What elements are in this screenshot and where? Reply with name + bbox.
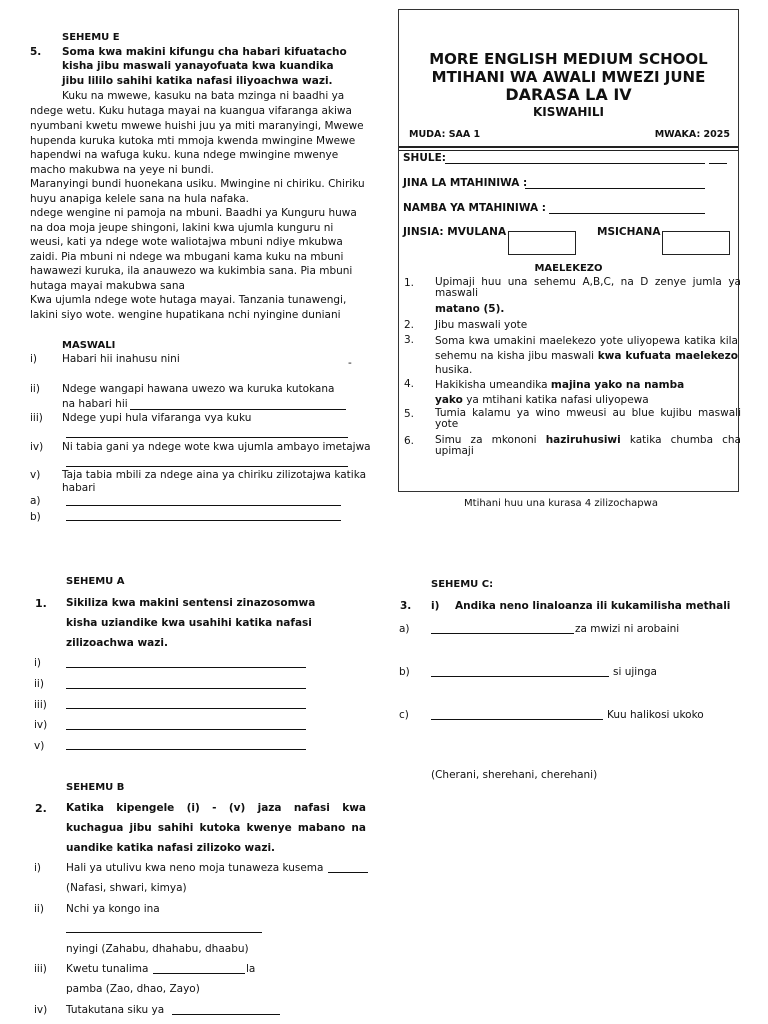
instruction-item-bold: matano (5).	[435, 303, 505, 315]
instruction-line: uandike katika nafasi zilizoko wazi.	[66, 842, 276, 854]
passage-line: zaidi. Pia mbuni ni ndege wa mbugani kama kuku na mbuni	[30, 251, 344, 263]
name-input-line[interactable]	[525, 188, 705, 189]
proverb-tail: si ujinga	[613, 666, 657, 678]
passage-line: weusi, kati ya ndege wote waliotajwa mbuni ndiye mkubwa	[30, 236, 343, 248]
item-num: ii)	[34, 678, 44, 690]
instruction-line: Katika kipengele (i) - (v) jaza nafasi kwa	[66, 802, 366, 814]
answer-line[interactable]	[172, 1014, 280, 1015]
subject-title: KISWAHILI	[532, 105, 604, 119]
item-text: Kwetu tunalima	[66, 963, 149, 975]
instruction-line: kisha uziandike kwa usahihi katika nafasi	[66, 617, 312, 629]
section-c-title: SEHEMU C:	[431, 579, 494, 590]
instruction-num: 4.	[404, 378, 415, 390]
answer-line[interactable]	[66, 505, 341, 506]
section-a-title: SEHEMU A	[66, 576, 125, 587]
passage-line: na doa moja jeupe shingoni, lakini kwa ujumla kunguru ni	[30, 222, 334, 234]
question-text: Ni tabia gani ya ndege wote kwa ujumla ambayo imetajwa	[62, 441, 371, 453]
answer-line[interactable]	[130, 409, 346, 410]
question-number: 2.	[35, 802, 47, 815]
question-num: ii)	[30, 383, 40, 395]
instruction-line: kisha jibu maswali yanayofuata kwa kuandika	[62, 60, 334, 72]
sub-num: a)	[30, 495, 41, 507]
instruction-line: Sikiliza kwa makini sentensi zinazosomwa	[66, 597, 316, 609]
answer-line[interactable]	[66, 520, 341, 521]
instruction-item: Soma kwa umakini maelekezo yote uliyopewa katika kila sehemu na kisha jibu maswali kwa kufuata maelekezo husika.	[435, 335, 738, 376]
answer-line[interactable]	[66, 688, 306, 689]
answer-line[interactable]	[66, 466, 348, 467]
instruction-item: Jibu maswali yote	[435, 319, 528, 331]
item-num: i)	[34, 657, 42, 669]
divider	[399, 146, 738, 148]
instruction-item: Simu za mkononi haziruhusiwi katika chumba cha upimaji	[435, 434, 741, 457]
passage-line: huyu anapiga kelele sana na hula nafaka.	[30, 193, 249, 205]
instructions-title: MAELEKEZO	[534, 263, 603, 274]
item-num: iii)	[34, 699, 47, 711]
header-box	[398, 9, 739, 492]
instruction-item: Tumia kalamu ya wino mweusi au blue kujibu maswali yote	[435, 407, 741, 430]
answer-line[interactable]	[66, 749, 306, 750]
question-num: i)	[30, 353, 38, 365]
passage-line: Kuku na mwewe, kasuku na bata mzinga ni baadhi ya	[62, 90, 345, 102]
answer-line[interactable]	[66, 932, 262, 933]
pages-note: Mtihani huu una kurasa 4 zilizochapwa	[464, 498, 658, 509]
instruction-line: zilizoachwa wazi.	[66, 637, 168, 649]
proverb-tail: za mwizi ni arobaini	[575, 623, 680, 635]
item-num: iv)	[34, 719, 48, 731]
girl-label: MSICHANA	[597, 226, 661, 238]
number-label: NAMBA YA MTAHINIWA :	[403, 202, 546, 214]
item-options: pamba (Zao, dhao, Zayo)	[66, 983, 200, 995]
answer-line[interactable]	[66, 437, 348, 438]
question-num: v)	[30, 469, 41, 481]
year: MWAKA: 2025	[654, 129, 730, 140]
boy-checkbox[interactable]	[508, 231, 576, 255]
item-num: c)	[399, 709, 409, 721]
section-b-title: SEHEMU B	[66, 782, 125, 793]
passage-line: macho makubwa na yeye ni bundi.	[30, 164, 214, 176]
dash-mark: -	[348, 357, 352, 369]
instruction-item: Hakikisha umeandika majina yako na namba yako ya mtihani katika nafasi uliyopewa	[435, 379, 685, 406]
school-input-line-2[interactable]	[709, 163, 727, 164]
question-number: 5.	[30, 46, 42, 58]
question-num: iii)	[30, 412, 43, 424]
passage-line: lakini siyo wote. wengine hupatikana nchi nyingine duniani	[30, 309, 341, 321]
item-options: nyingi (Zahabu, dhahabu, dhaabu)	[66, 943, 249, 955]
answer-line[interactable]	[153, 973, 245, 974]
question-text: na habari hii	[62, 398, 128, 410]
girl-checkbox[interactable]	[662, 231, 730, 255]
question-number: 3.	[400, 600, 412, 612]
passage-line: ndege wetu. Kuku hutaga mayai na kuangua vifaranga akiwa	[30, 105, 352, 117]
item-text: Nchi ya kongo ina	[66, 903, 160, 915]
passage-line: hutaga mayai makubwa sana	[30, 280, 185, 292]
item-num: ii)	[34, 903, 44, 915]
answer-line[interactable]	[431, 719, 603, 720]
question-num: iv)	[30, 441, 44, 453]
school-name: MORE ENGLISH MEDIUM SCHOOL	[429, 50, 708, 68]
item-num: b)	[399, 666, 410, 678]
item-num: a)	[399, 623, 410, 635]
instruction-num: 1.	[404, 277, 415, 289]
passage-line: Maranyingi bundi huonekana usiku. Mwingine ni chiriku. Chiriku	[30, 178, 365, 190]
answer-line[interactable]	[66, 667, 306, 668]
class-title: DARASA LA IV	[505, 85, 632, 104]
passage-line: hupenda kuruka kutoka mti mmoja kwenda mwingine Mwewe	[30, 135, 356, 147]
instruction-line: Soma kwa makini kifungu cha habari kifuatacho	[62, 46, 347, 58]
answer-line[interactable]	[66, 729, 306, 730]
answer-line[interactable]	[431, 676, 609, 677]
passage-line: ndege wengine ni pamoja na mbuni. Baadhi ya Kunguru huwa	[30, 207, 357, 219]
instruction-line: kuchagua jibu sahihi kutoka kwenye mabano na	[66, 822, 366, 834]
passage-line: hawawezi kuruka, ila anauwezo wa kukimbia sana. Pia mbuni	[30, 265, 353, 277]
proverb-tail: Kuu halikosi ukoko	[607, 709, 704, 721]
item-text: Tutakutana siku ya	[66, 1004, 165, 1016]
item-num: v)	[34, 740, 45, 752]
item-text-tail: la	[246, 963, 256, 975]
question-text: Taja tabia mbili za ndege aina ya chiriku zilizotajwa katika	[62, 469, 367, 481]
item-num: i)	[34, 862, 42, 874]
school-input-line[interactable]	[445, 163, 705, 164]
sub-num: b)	[30, 511, 41, 523]
word-options: (Cherani, sherehani, cherehani)	[431, 769, 598, 781]
question-text: Ndege wangapi hawana uwezo wa kuruka kutokana	[62, 383, 335, 395]
questions-title: MASWALI	[62, 340, 116, 351]
gender-label: JINSIA: MVULANA	[403, 226, 507, 238]
sub-number: i)	[431, 600, 440, 612]
answer-line[interactable]	[66, 708, 306, 709]
instruction-num: 3.	[404, 334, 415, 346]
answer-line[interactable]	[431, 633, 574, 634]
answer-line[interactable]	[328, 872, 368, 873]
passage-line: nyumbani kwetu mwewe huishi juu ya miti maranyingi, Mwewe	[30, 120, 364, 132]
question-text: habari	[62, 482, 96, 494]
number-input-line[interactable]	[549, 213, 705, 214]
section-e-title: SEHEMU E	[62, 32, 120, 43]
instruction-num: 5.	[404, 408, 415, 420]
instruction-item: Upimaji huu una sehemu A,B,C, na D zenye jumla ya maswali	[435, 276, 741, 299]
question-number: 1.	[35, 597, 47, 610]
instruction-num: 2.	[404, 319, 415, 331]
passage-line: Kwa ujumla ndege wote hutaga mayai. Tanzania tunawengi,	[30, 294, 347, 306]
item-text: Hali ya utulivu kwa neno moja tunaweza kusema	[66, 862, 324, 874]
instruction-num: 6.	[404, 435, 415, 447]
instruction-line: Andika neno linaloanza ili kukamilisha methali	[455, 600, 731, 612]
passage-line: hapendwi na wafuga kuku. kuna ndege mwingine mwenye	[30, 149, 339, 161]
question-text: Habari hii inahusu nini	[62, 353, 180, 365]
question-text: Ndege yupi hula vifaranga vya kuku	[62, 412, 252, 424]
name-label: JINA LA MTAHINIWA :	[403, 177, 528, 189]
school-label: SHULE:	[403, 152, 446, 164]
item-num: iv)	[34, 1004, 48, 1016]
duration: MUDA: SAA 1	[409, 129, 481, 140]
item-num: iii)	[34, 963, 47, 975]
exam-title: MTIHANI WA AWALI MWEZI JUNE	[431, 68, 706, 86]
item-options: (Nafasi, shwari, kimya)	[66, 882, 187, 894]
divider	[399, 150, 738, 151]
instruction-line: jibu lililo sahihi katika nafasi iliyoachwa wazi.	[62, 75, 333, 87]
